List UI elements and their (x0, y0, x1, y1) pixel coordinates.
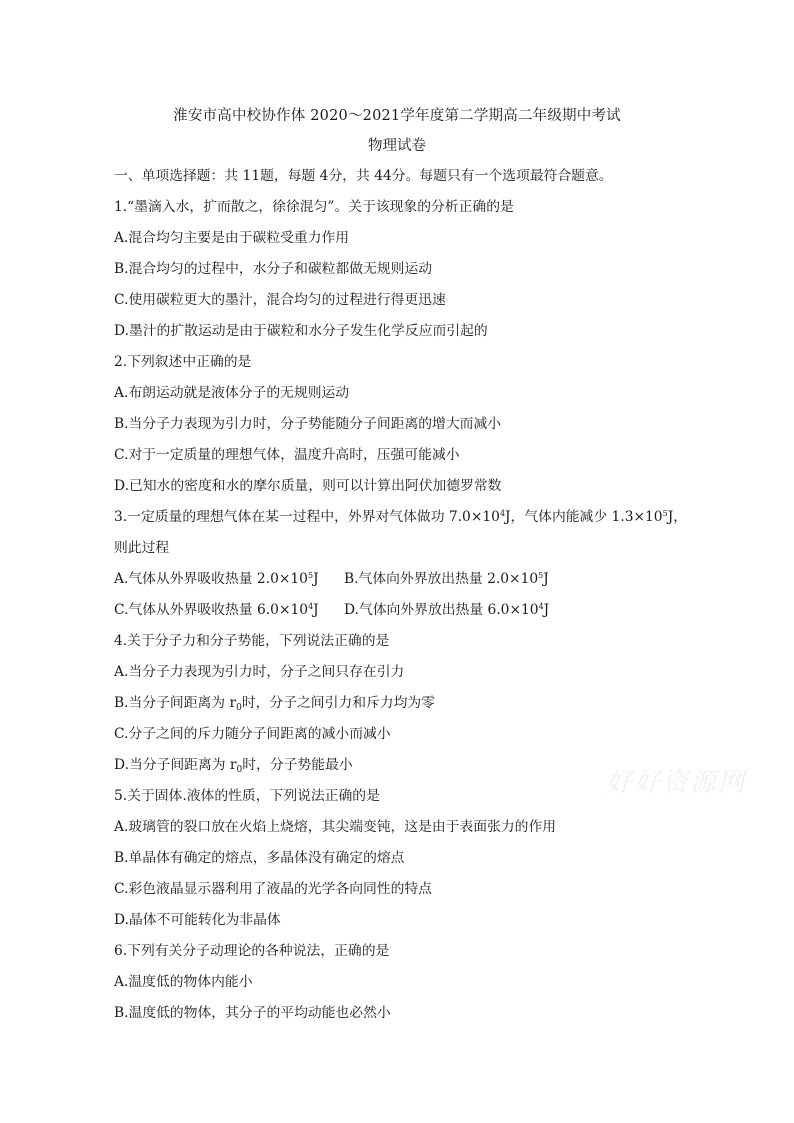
q6-option-a: A.温度低的物体内能小 (114, 974, 253, 990)
q3-option-b (344, 564, 549, 595)
watermark: 好好资源网 (606, 768, 747, 798)
exam-subtitle: 物理试卷 (368, 138, 426, 154)
q3-option-b-exponent: 5 (538, 571, 544, 580)
q3-stem-exponent-2: 5 (662, 509, 668, 518)
q4-option-d-post: 时，分子势能最小 (242, 757, 353, 773)
q1-option-a: A.混合均匀主要是由于碳粒受重力作用 (114, 230, 350, 246)
q4-option-b-subscript: 0 (236, 703, 242, 713)
section-heading: 一、单项选择题：共 11题，每题 4分，共 44分。每题只有一个选项最符合题意。 (114, 168, 613, 184)
q4-option-d-subscript: 0 (236, 765, 243, 775)
q1-option-d: D.墨汁的扩散运动是由于碳粒和水分子发生化学反应而引起的 (114, 323, 488, 339)
exam-title: 淮安市高中校协作体 2020～2021学年度第二学期高二年级期中考试 (173, 108, 621, 124)
q3-option-a-text: A.气体从外界吸收热量 2.0×10 (114, 571, 308, 587)
q5-option-b: B.单晶体有确定的熔点，多晶体没有确定的熔点 (114, 850, 405, 866)
q3-option-b-text: B.气体向外界放出热量 2.0×10 (344, 571, 539, 587)
q3-stem-part1: 3.一定质量的理想气体在某一过程中，外界对气体做功 7.0×10 (114, 509, 500, 525)
q1-stem: 1.“墨滴入水，扩而散之，徐徐混匀”。关于该现象的分析正确的是 (114, 199, 514, 215)
q4-stem: 4.关于分子力和分子势能，下列说法正确的是 (114, 633, 390, 649)
q3-option-d (344, 595, 549, 626)
q3-stem-part3: J， (667, 509, 688, 525)
q4-option-a: A.当分子力表现为引力时，分子之间只存在引力 (114, 664, 405, 680)
q5-stem: 5.关于固体.液体的性质，下列说法正确的是 (114, 788, 380, 804)
q5-option-c: C.彩色液晶显示器利用了液晶的光学各向同性的特点 (114, 881, 432, 897)
q4-option-b-post: 时，分子之间引力和斥力均为零 (241, 695, 435, 711)
q3-option-c-exponent: 4 (308, 602, 314, 611)
q3-option-d-text: D.气体向外界放出热量 6.0×10 (344, 602, 539, 618)
q3-option-c (114, 595, 344, 626)
q2-option-d: D.已知水的密度和水的摩尔质量，则可以计算出阿伏加德罗常数 (114, 478, 502, 494)
q4-option-b-pre: B.当分子间距离为 r (114, 695, 237, 711)
q3-option-b-unit: J (543, 571, 549, 587)
q2-stem: 2.下列叙述中正确的是 (114, 354, 252, 370)
q3-stem-part2: J，气体内能减少 1.3×10 (505, 509, 663, 525)
q3-option-a (114, 564, 344, 595)
q3-options-row-1 (114, 564, 694, 595)
q2-option-a: A.布朗运动就是液体分子的无规则运动 (114, 385, 350, 401)
q1-option-b: B.混合均匀的过程中，水分子和碳粒都做无规则运动 (114, 261, 433, 277)
q3-option-c-unit: J (313, 602, 319, 618)
q6-stem: 6.下列有关分子动理论的各种说法，正确的是 (114, 943, 390, 959)
question-list (114, 161, 694, 1029)
q3-stem-exponent-1: 4 (499, 509, 506, 518)
q2-option-b: B.当分子力表现为引力时，分子势能随分子间距离的增大而减小 (114, 416, 502, 432)
q1-option-c: C.使用碳粒更大的墨汁，混合均匀的过程进行得更迅速 (114, 292, 446, 308)
q3-option-c-text: C.气体从外界吸收热量 6.0×10 (114, 602, 309, 618)
q5-option-d: D.晶体不可能转化为非晶体 (114, 912, 281, 928)
q3-option-d-unit: J (543, 602, 550, 618)
q3-option-d-exponent: 4 (538, 602, 544, 611)
q4-option-d-pre: D.当分子间距离为 r (114, 757, 237, 773)
q4-option-c: C.分子之间的斥力随分子间距离的减小而减小 (114, 726, 391, 742)
q3-stem-line2: 则此过程 (114, 540, 170, 556)
q2-option-c: C.对于一定质量的理想气体，温度升高时，压强可能减小 (114, 447, 460, 463)
q5-option-a: A.玻璃管的裂口放在火焰上烧熔，其尖端变钝，这是由于表面张力的作用 (114, 819, 557, 835)
q3-options-row-2 (114, 595, 694, 626)
q4-option-b (114, 688, 694, 719)
q3-option-a-exponent: 5 (307, 571, 314, 580)
q3-stem (114, 502, 694, 533)
q3-option-a-unit: J (313, 571, 319, 587)
q6-option-b: B.温度低的物体，其分子的平均动能也必然小 (114, 1005, 391, 1021)
